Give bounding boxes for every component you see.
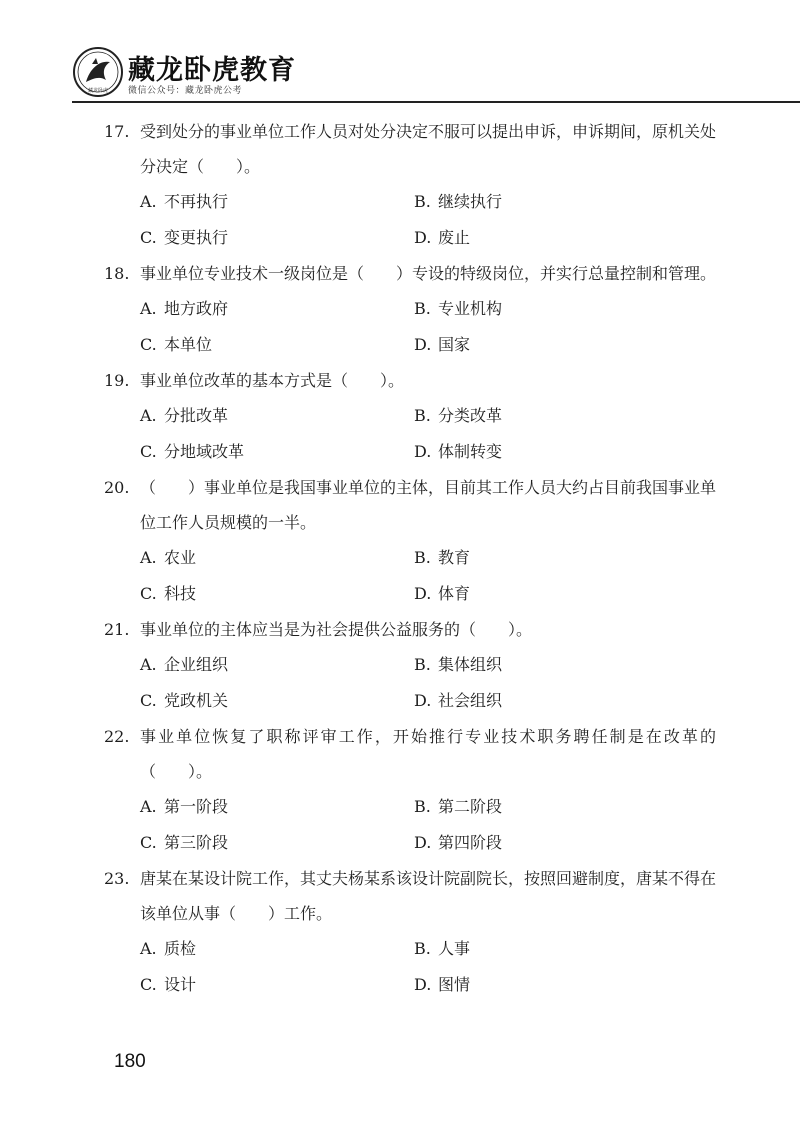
brand-name: 藏龙卧虎教育 <box>128 55 296 86</box>
option-row <box>0 931 800 967</box>
option-row <box>0 967 800 1003</box>
question-stem <box>0 114 800 184</box>
question-19 <box>0 363 800 470</box>
option-row <box>0 647 800 683</box>
option-d: D. 国家 <box>414 335 471 354</box>
question-number: 18. <box>104 264 130 283</box>
option-row <box>0 184 800 220</box>
option-c: C. 党政机关 <box>140 691 229 710</box>
question-stem <box>0 719 800 789</box>
option-b: B. 继续执行 <box>414 192 503 211</box>
option-row <box>0 220 800 256</box>
option-a: A. 质检 <box>140 939 197 958</box>
option-row <box>0 434 800 470</box>
option-c: C. 变更执行 <box>140 228 229 247</box>
question-text: （ ）事业单位是我国事业单位的主体，目前其工作人员大约占目前我国事业单位工作人员规模的一半。 <box>140 478 717 532</box>
question-text: 事业单位专业技术一级岗位是（ ）专设的特级岗位，并实行总量控制和管理。 <box>140 264 717 283</box>
question-list <box>0 114 800 1003</box>
option-row <box>0 540 800 576</box>
question-20 <box>0 470 800 612</box>
option-a: A. 企业组织 <box>140 655 229 674</box>
question-18 <box>0 256 800 363</box>
option-row <box>0 291 800 327</box>
dragon-tiger-logo-icon <box>72 46 124 98</box>
option-a: A. 第一阶段 <box>140 797 229 816</box>
question-number: 22. <box>104 727 130 746</box>
option-a: A. 分批改革 <box>140 406 229 425</box>
option-row <box>0 789 800 825</box>
option-b: B. 分类改革 <box>414 406 503 425</box>
brand-subtitle: 微信公众号：藏龙卧虎公考 <box>128 86 243 96</box>
header-divider <box>72 101 800 103</box>
option-b: B. 第二阶段 <box>414 797 503 816</box>
option-row <box>0 398 800 434</box>
option-c: C. 设计 <box>140 975 197 994</box>
option-d: D. 体育 <box>414 584 471 603</box>
question-number: 17. <box>104 122 130 141</box>
option-d: D. 社会组织 <box>414 691 503 710</box>
option-c: C. 分地域改革 <box>140 442 245 461</box>
option-row <box>0 327 800 363</box>
option-c: C. 本单位 <box>140 335 213 354</box>
question-text: 事业单位的主体应当是为社会提供公益服务的（ ）。 <box>140 620 533 639</box>
option-a: A. 地方政府 <box>140 299 229 318</box>
option-a: A. 不再执行 <box>140 192 229 211</box>
question-text: 唐某在某设计院工作，其丈夫杨某系该设计院副院长，按照回避制度，唐某不得在该单位从事（ ）工作。 <box>140 869 717 923</box>
option-d: D. 第四阶段 <box>414 833 503 852</box>
option-row <box>0 825 800 861</box>
question-text: 事业单位恢复了职称评审工作，开始推行专业技术职务聘任制是在改革的（ ）。 <box>140 727 716 781</box>
page-number: 180 <box>114 1051 146 1072</box>
option-c: C. 科技 <box>140 584 197 603</box>
option-b: B. 专业机构 <box>414 299 503 318</box>
question-number: 20. <box>104 478 130 497</box>
question-text: 事业单位改革的基本方式是（ ）。 <box>140 371 405 390</box>
option-row <box>0 576 800 612</box>
question-22 <box>0 719 800 861</box>
question-17 <box>0 114 800 256</box>
option-row <box>0 683 800 719</box>
question-21 <box>0 612 800 719</box>
question-stem <box>0 612 800 647</box>
question-stem <box>0 363 800 398</box>
option-b: B. 教育 <box>414 548 471 567</box>
page-header <box>0 0 800 104</box>
question-stem <box>0 470 800 540</box>
question-stem <box>0 861 800 931</box>
svg-text:藏龙卧虎: 藏龙卧虎 <box>87 88 109 94</box>
question-23 <box>0 861 800 1003</box>
question-number: 21. <box>104 620 130 639</box>
option-d: D. 图情 <box>414 975 471 994</box>
option-d: D. 体制转变 <box>414 442 503 461</box>
question-stem <box>0 256 800 291</box>
question-number: 23. <box>104 869 130 888</box>
option-a: A. 农业 <box>140 548 197 567</box>
option-d: D. 废止 <box>414 228 471 247</box>
option-c: C. 第三阶段 <box>140 833 229 852</box>
option-b: B. 人事 <box>414 939 471 958</box>
option-b: B. 集体组织 <box>414 655 503 674</box>
question-text: 受到处分的事业单位工作人员对处分决定不服可以提出申诉，申诉期间，原机关处分决定（ ）。 <box>140 122 717 176</box>
question-number: 19. <box>104 371 130 390</box>
